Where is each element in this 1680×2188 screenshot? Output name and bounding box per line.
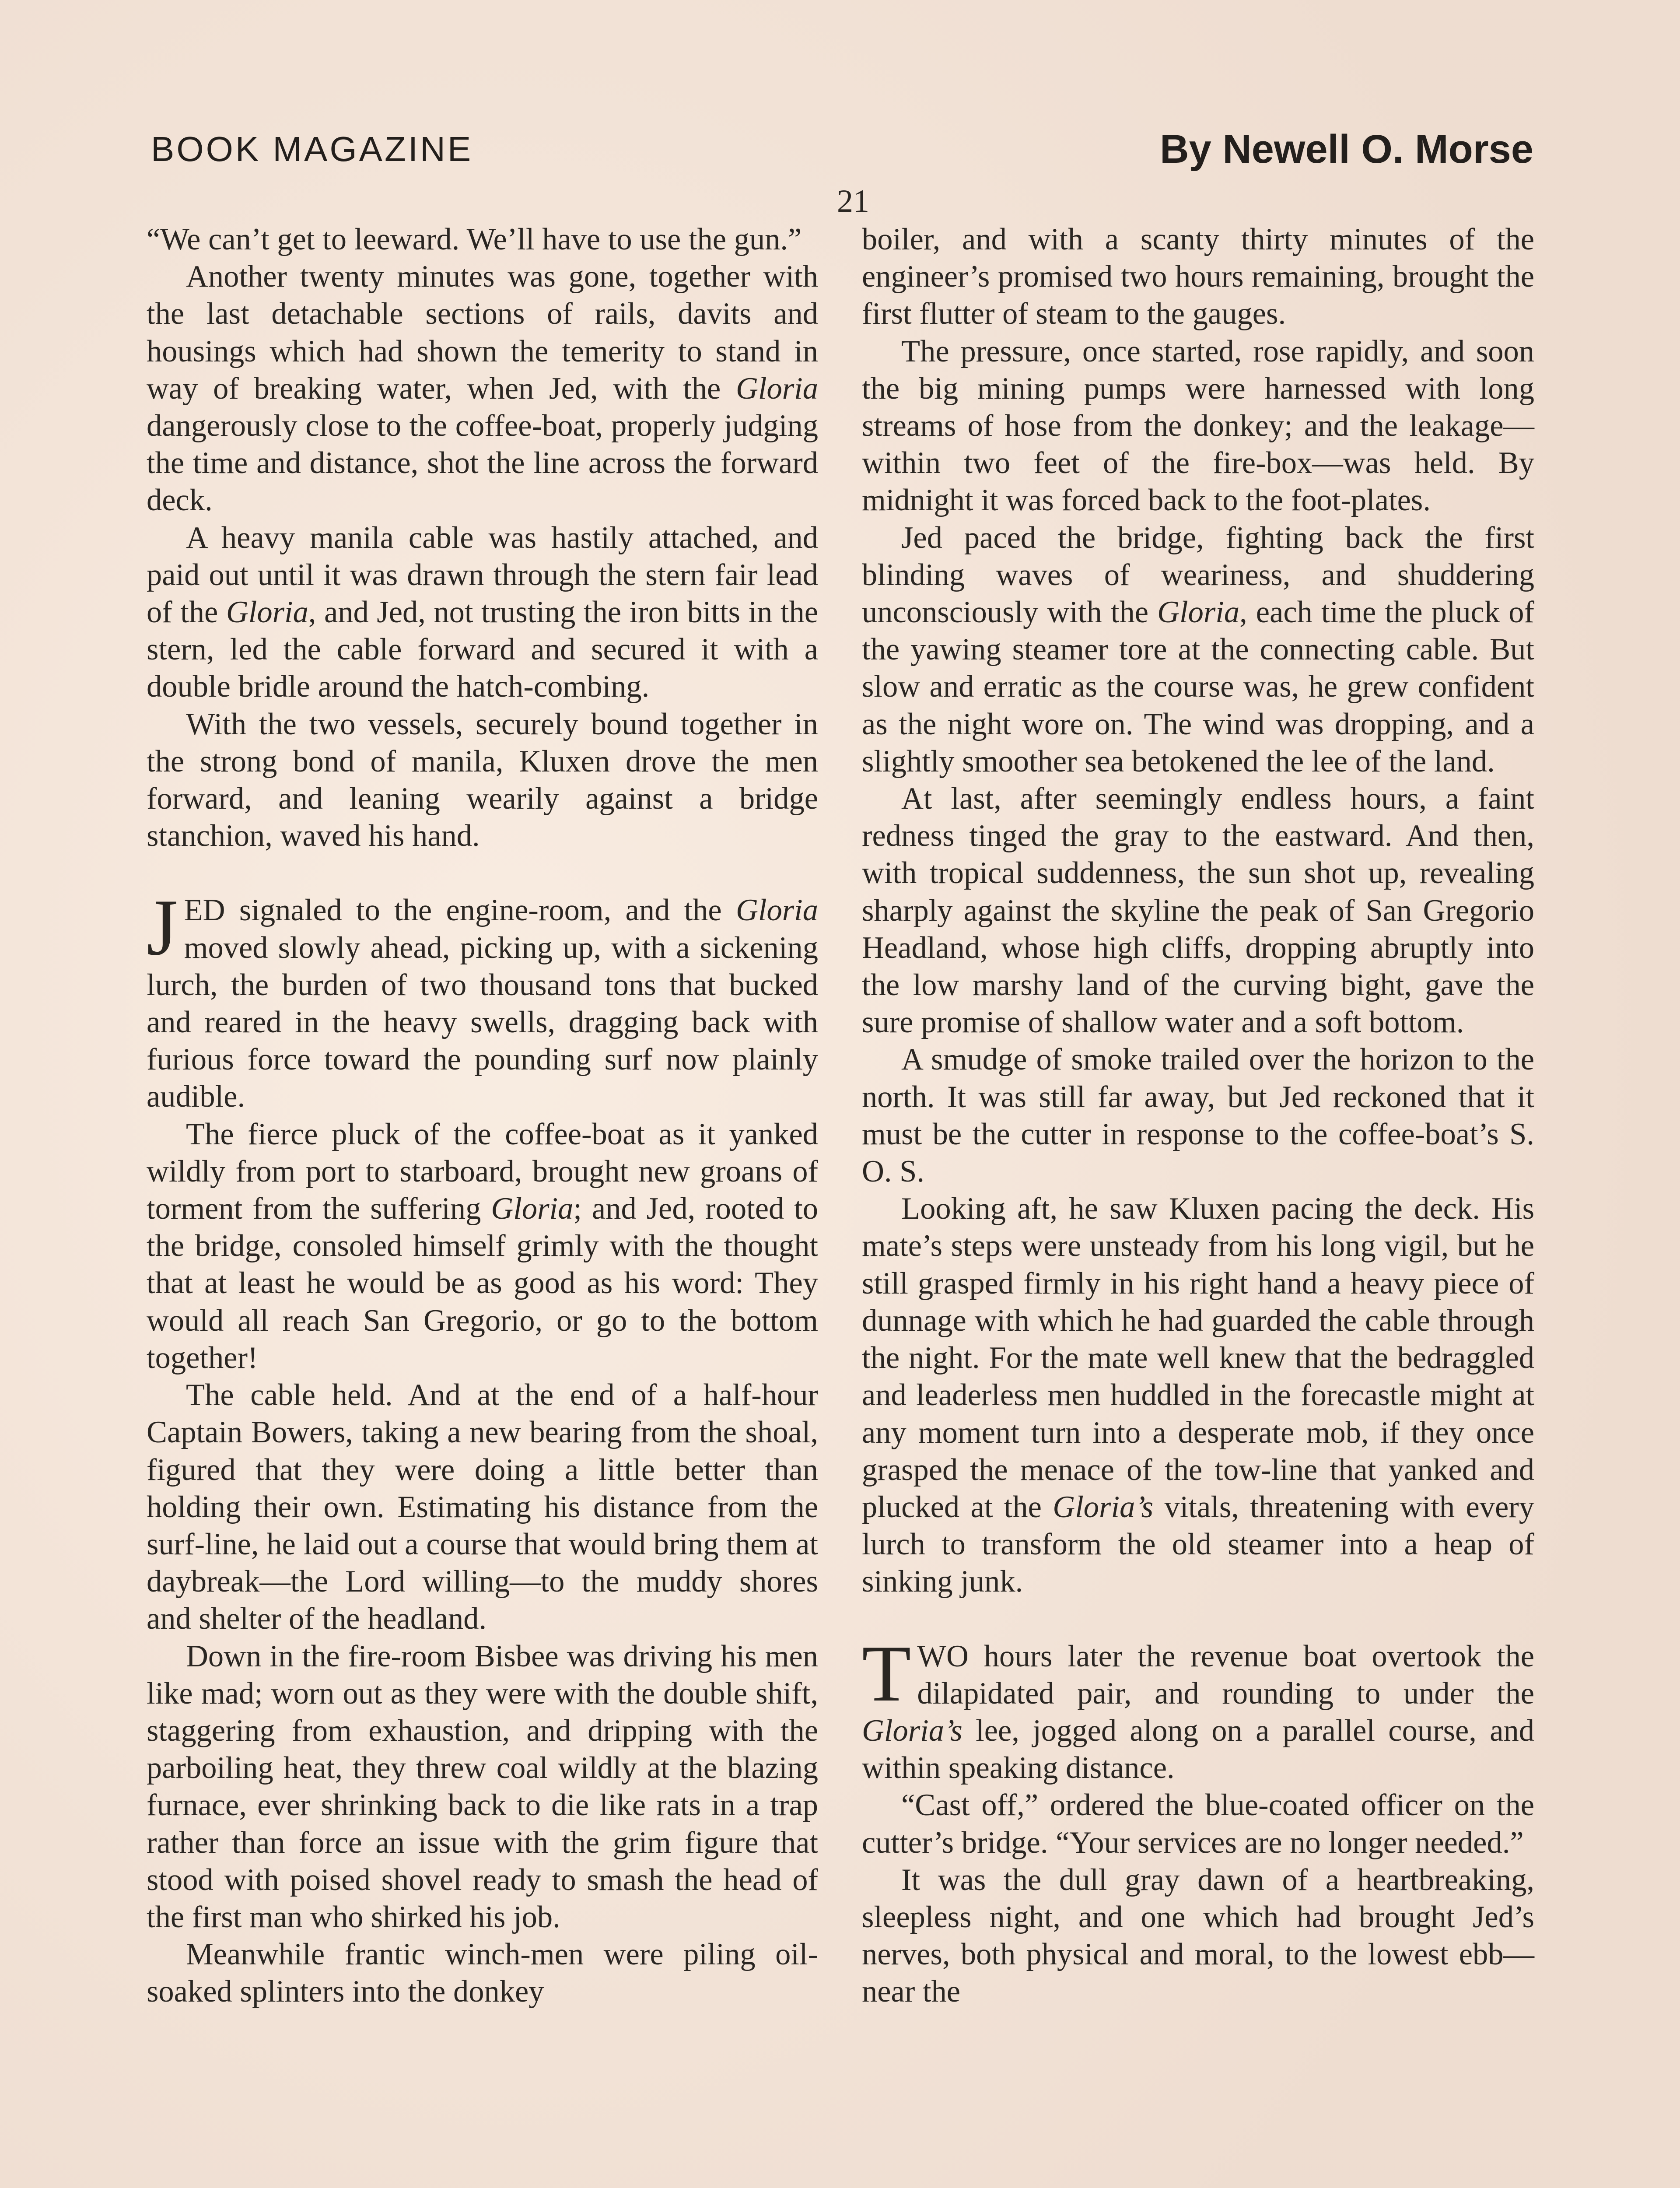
magazine-title: BOOK MAGAZINE — [151, 130, 473, 168]
drop-cap: T — [862, 1628, 911, 1718]
section-opening-paragraph: JED signaled to the engine-room, and the Gloria moved slowly ahead, picking up, with a sickening lurch, the burden of two thousand tons that bucked and reared in the heavy swells, dragging back with furious force toward the pounding surf now plainly audible. — [147, 883, 818, 1114]
paragraph: The pressure, once started, rose rapidly, and soon the big mining pumps were harnessed with long streams of hose from the donkey; and the leakage—within two feet of the fire-box—was held. By midnight it was forced back to the foot-plates. — [862, 334, 1534, 518]
paragraph: “We can’t get to leeward. We’ll have to use the gun.” — [147, 222, 802, 256]
paragraph: A smudge of smoke trailed over the horizon to the north. It was still far away, but Jed reckoned that it must be the cutter in response to the coffee-boat’s S. O. S. — [862, 1042, 1534, 1189]
paragraph: Looking aft, he saw Kluxen pacing the deck. His mate’s steps were unsteady from his long vigil, but he still grasped firmly in his right hand a heavy piece of dunnage with which he had guarded the cable through the night. For the mate well knew that the bedraggled and leaderless men huddled in the forecastle might at any moment turn into a desperate mob, if they once grasped the menace of the tow-line that yanked and plucked at the Gloria’s vitals, threatening with every lurch to transform the old steamer into a heap of sinking junk. — [862, 1192, 1535, 1599]
paragraph: “Cast off,” ordered the blue-coated officer on the cutter’s bridge. “Your services are no longer needed.” — [862, 1788, 1534, 1860]
paragraph: The cable held. And at the end of a half-hour Captain Bowers, taking a new bearing from the shoal, figured that they were doing a little better than holding their own. Estimating his distance from the surf-line, he laid out a course that would bring them at daybreak—the Lord willing—to the muddy shores and shelter of the headland. — [147, 1378, 818, 1636]
paragraph: A heavy manila cable was hastily attached, and paid out until it was drawn through the stern fair lead of the Gloria, and Jed, not trusting the iron bitts in the stern, led the cable forward and secured it with a double bridle around the hatch-combing. — [147, 520, 819, 704]
paragraph: boiler, and with a scanty thirty minutes of the engineer’s promised two hours remaining, brought the first flutter of steam to the gauges. — [862, 222, 1534, 331]
paragraph: Meanwhile frantic winch-men were piling oil-soaked splinters into the donkey — [147, 1937, 818, 2009]
paragraph: Another twenty minutes was gone, together with the last detachable sections of rails, davits and housings which had shown the temerity to stand in way of breaking water, when Jed, with the Gloria dangerously close to the coffee-boat, properly judging the time and distance, shot the line across the forward deck. — [147, 259, 818, 518]
section-opening-paragraph: TWO hours later the revenue boat overtook the dilapidated pair, and rounding to under the Gloria’s lee, jogged along on a parallel course, and within speaking distance. — [862, 1628, 1534, 1785]
paragraph: Down in the fire-room Bisbee was driving his men like mad; worn out as they were with the double shift, staggering from exhaustion, and dripping with the parboiling heat, they threw coal wildly at the blazing furnace, ever shrinking back to die like rats in a trap rather than force an issue with the grim figure that stood with poised shovel ready to smash the head of the first man who shirked his job. — [147, 1639, 818, 1934]
author-byline: By Newell O. Morse — [1160, 127, 1533, 172]
paragraph: The fierce pluck of the coffee-boat as it yanked wildly from port to starboard, brought new groans of torment from the suffering Gloria; and Jed, rooted to the bridge, consoled himself grimly with the thought that at least he would be as good as his word: They would all reach San Gregorio, or go to the bottom together! — [147, 1117, 818, 1375]
paragraph: At last, after seemingly endless hours, a faint redness tinged the gray to the eastward. And then, with tropical suddenness, the sun shot up, revealing sharply against the skyline the peak of San Gregorio Headland, whose high cliffs, dropping abruptly into the low marshy land of the curving bight, gave the sure promise of shallow water and a soft bottom. — [862, 782, 1534, 1040]
left-column — [147, 221, 818, 2011]
paragraph: It was the dull gray dawn of a heartbreaking, sleepless night, and one which had brought Jed’s nerves, both physical and moral, to the lowest ebb—near the — [862, 1862, 1534, 2009]
page-number: 21 — [837, 183, 869, 219]
paragraph: With the two vessels, securely bound together in the strong bond of manila, Kluxen drove the men forward, and leaning wearily against a bridge stanchion, waved his hand. — [147, 707, 818, 853]
page-header — [151, 129, 1533, 186]
drop-cap: J — [147, 883, 178, 972]
right-column — [862, 221, 1534, 2011]
paragraph: Jed paced the bridge, fighting back the first blinding waves of weariness, and shuddering unconsciously with the Gloria, each time the pluck of the yawing steamer tore at the connecting cable. But slow and erratic as the course was, he grew confident as the night wore on. The wind was dropping, and a slightly smoother sea betokened the lee of the land. — [862, 520, 1534, 778]
